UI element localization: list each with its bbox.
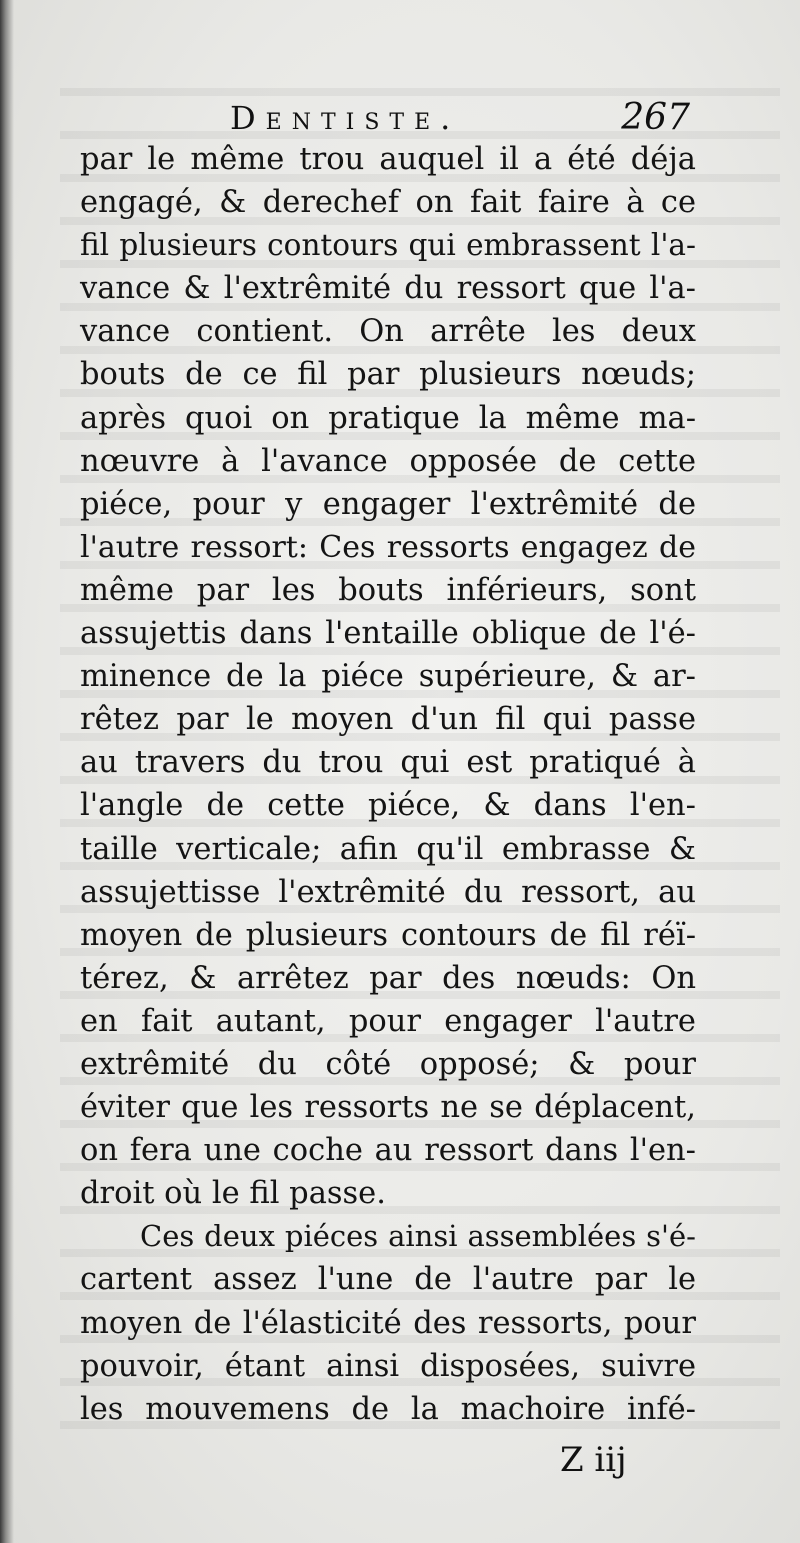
- text-line: assujettisse l'extrêmité du ressort, au: [80, 874, 696, 910]
- text-line: moyen de l'élasticité des ressorts, pour: [80, 1305, 696, 1341]
- text-line: minence de la piéce supérieure, & ar-: [80, 659, 696, 695]
- text-line: taille verticale; afin qu'il embrasse &: [80, 831, 696, 867]
- text-line: droit où le fil passe.: [80, 1176, 386, 1212]
- text-line: vance contient. On arrête les deux: [80, 314, 696, 350]
- running-head: Dentiste.: [230, 99, 461, 137]
- page-binding-edge: [0, 0, 14, 1543]
- text-line: au travers du trou qui est pratiqué à: [80, 745, 696, 781]
- text-line: on fera une coche au ressort dans l'en-: [80, 1133, 696, 1169]
- text-line: pouvoir, étant ainsi disposées, suivre: [80, 1348, 696, 1384]
- text-line: cartent assez l'une de l'autre par le: [80, 1262, 696, 1298]
- text-line: térez, & arrêtez par des nœuds: On: [80, 960, 696, 996]
- signature-mark: Z iij: [560, 1440, 627, 1480]
- text-line: les mouvemens de la machoire infé-: [80, 1391, 696, 1427]
- text-line: bouts de ce fil par plusieurs nœuds;: [80, 357, 696, 393]
- text-line: moyen de plusieurs contours de fil réï-: [80, 917, 696, 953]
- text-line: en fait autant, pour engager l'autre: [80, 1003, 696, 1039]
- text-line: piéce, pour y engager l'extrêmité de: [80, 486, 696, 522]
- text-line: par le même trou auquel il a été déja: [80, 142, 696, 177]
- text-line: éviter que les ressorts ne se déplacent,: [80, 1090, 696, 1126]
- text-line: rêtez par le moyen d'un fil qui passe: [80, 702, 696, 738]
- paragraph-start-line: Ces deux piéces ainsi assemblées s'é-: [140, 1219, 696, 1254]
- text-line: après quoi on pratique la même ma-: [80, 400, 696, 436]
- text-line: nœuvre à l'avance opposée de cette: [80, 443, 696, 479]
- text-line: l'angle de cette piéce, & dans l'en-: [80, 788, 696, 824]
- body-text: [80, 138, 696, 1431]
- text-line: même par les bouts inférieurs, sont: [80, 572, 696, 608]
- text-line: engagé, & derechef on fait faire à ce: [80, 185, 696, 221]
- text-line: vance & l'extrêmité du ressort que l'a-: [80, 271, 696, 307]
- text-line: fil plusieurs contours qui embrassent l'a-: [80, 228, 696, 263]
- text-line: l'autre ressort: Ces ressorts engagez de: [80, 529, 696, 565]
- text-line: assujettis dans l'entaille oblique de l'é-: [80, 616, 696, 652]
- text-line: extrêmité du côté opposé; & pour: [80, 1046, 696, 1082]
- page-number: 267: [621, 97, 690, 138]
